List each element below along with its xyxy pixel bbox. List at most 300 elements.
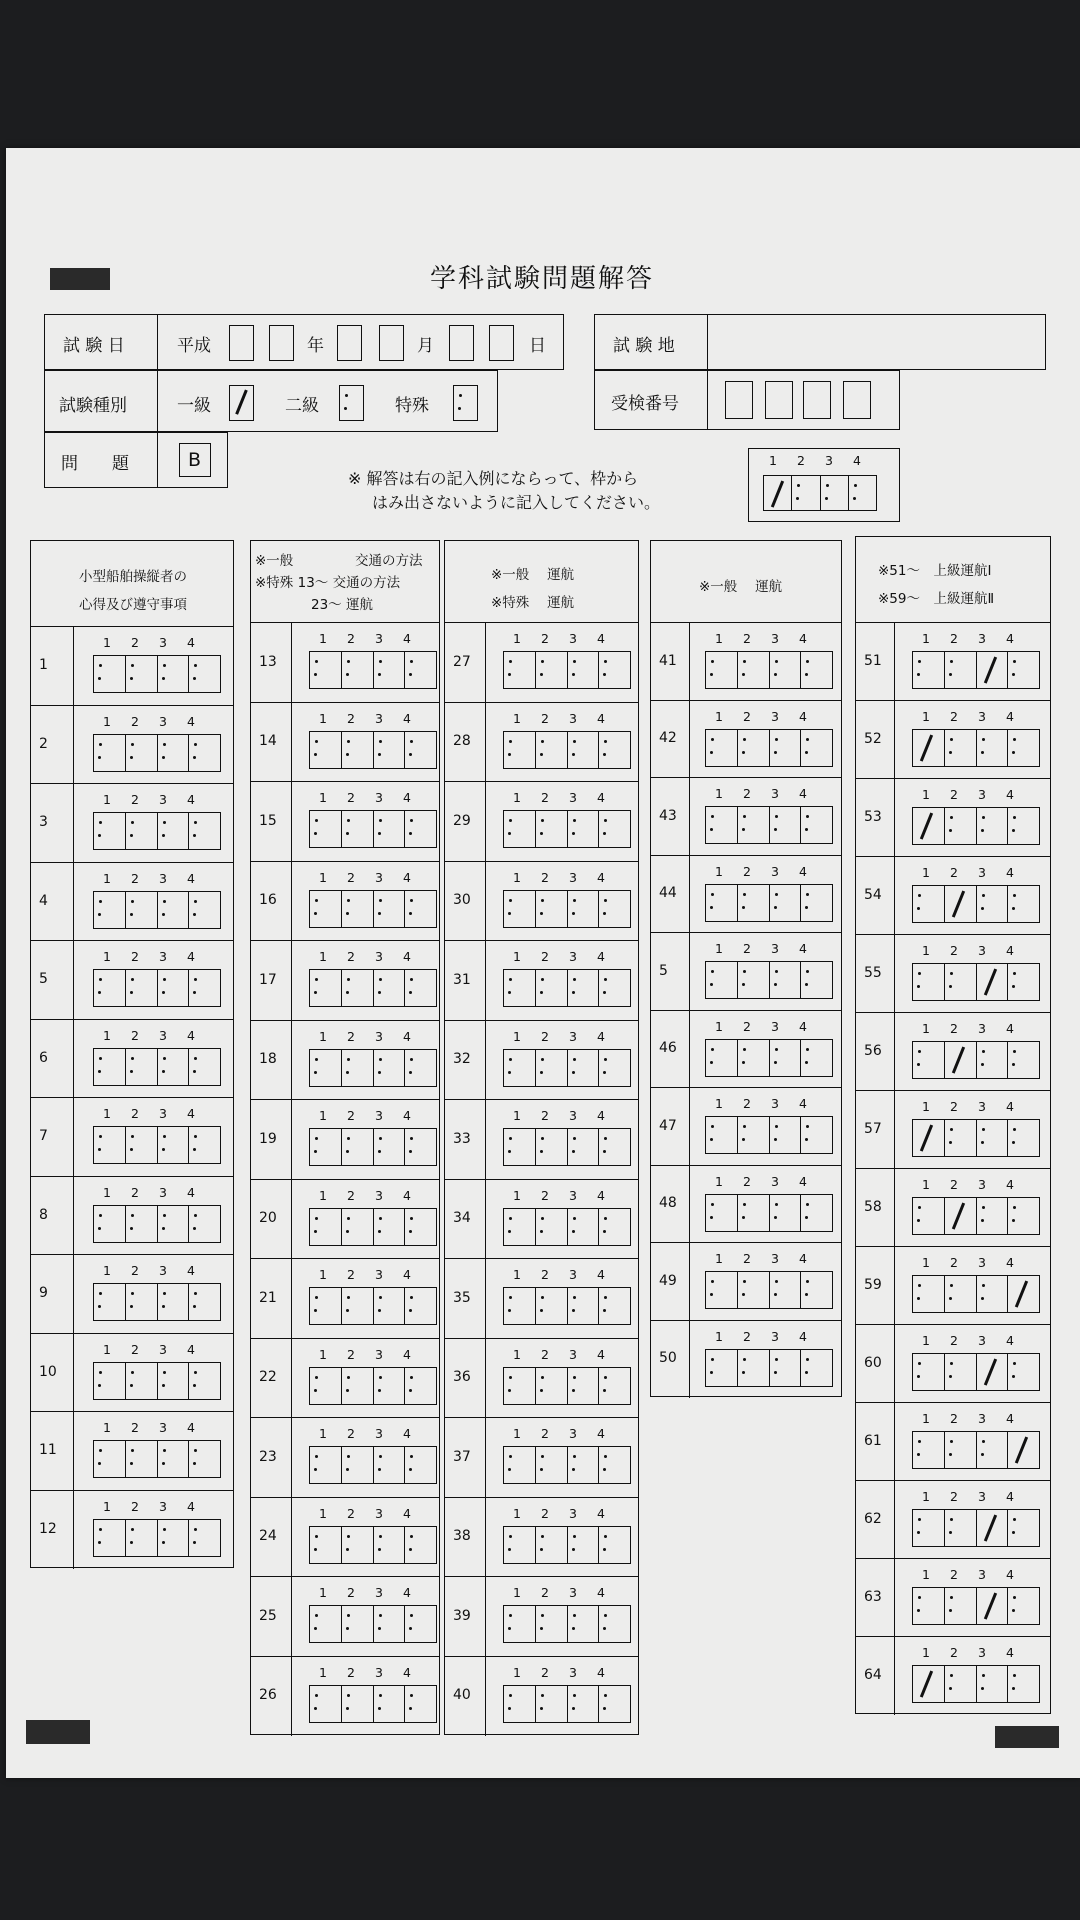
choice-1-cell[interactable] <box>504 970 536 1006</box>
answer-box[interactable] <box>503 1049 631 1087</box>
answer-box[interactable] <box>93 891 221 929</box>
choice-4-cell[interactable] <box>1008 1042 1039 1078</box>
choice-2-cell[interactable] <box>536 1050 568 1086</box>
choice-4-cell[interactable] <box>801 652 832 688</box>
choice-3-cell[interactable] <box>770 1350 802 1386</box>
choice-2-cell[interactable] <box>342 970 374 1006</box>
choice-4-cell[interactable] <box>599 1209 630 1245</box>
choice-4-cell[interactable] <box>1008 1588 1039 1624</box>
choice-1-cell[interactable] <box>913 1198 945 1234</box>
choice-1-cell[interactable] <box>504 811 536 847</box>
choice-3-cell[interactable] <box>568 970 600 1006</box>
choice-4-cell[interactable] <box>1008 1276 1039 1312</box>
answer-box[interactable] <box>309 1685 437 1723</box>
answer-box[interactable] <box>93 1048 221 1086</box>
choice-4-cell[interactable] <box>405 1368 436 1404</box>
choice-2-cell[interactable] <box>738 807 770 843</box>
answer-box[interactable] <box>912 1587 1040 1625</box>
choice-3-cell[interactable] <box>568 1527 600 1563</box>
choice-4-cell[interactable] <box>599 970 630 1006</box>
answer-box[interactable] <box>309 1367 437 1405</box>
choice-3-cell[interactable] <box>158 1206 190 1242</box>
answer-box[interactable] <box>503 1208 631 1246</box>
choice-4-cell[interactable] <box>189 892 220 928</box>
choice-1-cell[interactable] <box>94 1206 126 1242</box>
choice-1-cell[interactable] <box>94 892 126 928</box>
choice-3-cell[interactable] <box>770 730 802 766</box>
day-digit-1[interactable] <box>449 325 474 361</box>
choice-3-cell[interactable] <box>158 1127 190 1163</box>
choice-3-cell[interactable] <box>374 1686 406 1722</box>
choice-2-cell[interactable] <box>945 886 977 922</box>
choice-4-cell[interactable] <box>801 962 832 998</box>
answer-box[interactable] <box>309 1605 437 1643</box>
choice-3-cell[interactable] <box>158 1049 190 1085</box>
choice-2-cell[interactable] <box>945 1120 977 1156</box>
choice-1-cell[interactable] <box>310 732 342 768</box>
answer-box[interactable] <box>309 731 437 769</box>
answer-box[interactable] <box>503 1685 631 1723</box>
choice-2-cell[interactable] <box>536 1447 568 1483</box>
choice-2-cell[interactable] <box>738 1195 770 1231</box>
choice-1-cell[interactable] <box>706 885 738 921</box>
choice-2-cell[interactable] <box>945 1198 977 1234</box>
exam-number-digit-1[interactable] <box>725 381 753 419</box>
answer-box[interactable] <box>93 734 221 772</box>
choice-4-cell[interactable] <box>599 1686 630 1722</box>
answer-box[interactable] <box>912 1275 1040 1313</box>
choice-2-cell[interactable] <box>342 1288 374 1324</box>
choice-1-cell[interactable] <box>504 1527 536 1563</box>
choice-4-cell[interactable] <box>599 811 630 847</box>
choice-2-cell[interactable] <box>945 1042 977 1078</box>
choice-2-cell[interactable] <box>342 1050 374 1086</box>
answer-box[interactable] <box>503 969 631 1007</box>
answer-box[interactable] <box>309 1526 437 1564</box>
choice-1-cell[interactable] <box>94 656 126 692</box>
choice-1-cell[interactable] <box>310 1209 342 1245</box>
choice-4-cell[interactable] <box>1008 652 1039 688</box>
choice-1-cell[interactable] <box>310 1447 342 1483</box>
choice-4-cell[interactable] <box>801 730 832 766</box>
answer-box[interactable] <box>912 1431 1040 1469</box>
choice-4-cell[interactable] <box>1008 1432 1039 1468</box>
choice-2-cell[interactable] <box>342 732 374 768</box>
answer-box[interactable] <box>705 1194 833 1232</box>
choice-1-cell[interactable] <box>310 1288 342 1324</box>
choice-4-cell[interactable] <box>405 970 436 1006</box>
choice-2-cell[interactable] <box>342 652 374 688</box>
choice-4-cell[interactable] <box>1008 808 1039 844</box>
choice-2-cell[interactable] <box>738 1350 770 1386</box>
choice-4-cell[interactable] <box>801 1040 832 1076</box>
choice-4-cell[interactable] <box>405 891 436 927</box>
choice-4-cell[interactable] <box>1008 1198 1039 1234</box>
choice-4-cell[interactable] <box>189 1363 220 1399</box>
choice-2-cell[interactable] <box>945 730 977 766</box>
choice-4-cell[interactable] <box>405 1288 436 1324</box>
choice-3-cell[interactable] <box>374 811 406 847</box>
choice-4-cell[interactable] <box>405 1209 436 1245</box>
choice-4-cell[interactable] <box>599 1447 630 1483</box>
choice-4-cell[interactable] <box>599 1129 630 1165</box>
choice-4-cell[interactable] <box>599 1288 630 1324</box>
choice-3-cell[interactable] <box>568 1288 600 1324</box>
choice-2-cell[interactable] <box>738 962 770 998</box>
choice-3-cell[interactable] <box>977 1666 1009 1702</box>
choice-2-cell[interactable] <box>126 892 158 928</box>
choice-1-cell[interactable] <box>504 1686 536 1722</box>
choice-4-cell[interactable] <box>599 1606 630 1642</box>
choice-1-cell[interactable] <box>310 652 342 688</box>
answer-box[interactable] <box>93 1362 221 1400</box>
choice-1-cell[interactable] <box>913 1588 945 1624</box>
choice-3-cell[interactable] <box>568 652 600 688</box>
choice-1-cell[interactable] <box>94 970 126 1006</box>
choice-2-cell[interactable] <box>342 1606 374 1642</box>
month-digit-2[interactable] <box>379 325 404 361</box>
choice-3-cell[interactable] <box>374 1050 406 1086</box>
choice-1-cell[interactable] <box>310 970 342 1006</box>
choice-1-cell[interactable] <box>706 1040 738 1076</box>
choice-4-cell[interactable] <box>405 1447 436 1483</box>
answer-box[interactable] <box>503 1287 631 1325</box>
choice-1-cell[interactable] <box>504 891 536 927</box>
choice-4-cell[interactable] <box>405 732 436 768</box>
answer-box[interactable] <box>912 1665 1040 1703</box>
choice-3-cell[interactable] <box>977 964 1009 1000</box>
choice-2-cell[interactable] <box>738 885 770 921</box>
answer-box[interactable] <box>912 1509 1040 1547</box>
choice-4-cell[interactable] <box>801 1272 832 1308</box>
choice-2-cell[interactable] <box>126 1284 158 1320</box>
answer-box[interactable] <box>309 1128 437 1166</box>
answer-box[interactable] <box>503 810 631 848</box>
choice-2-cell[interactable] <box>536 1606 568 1642</box>
choice-2-cell[interactable] <box>126 656 158 692</box>
choice-1-cell[interactable] <box>94 1363 126 1399</box>
answer-box[interactable] <box>93 1519 221 1557</box>
choice-2-cell[interactable] <box>126 735 158 771</box>
choice-4-cell[interactable] <box>801 1117 832 1153</box>
choice-1-cell[interactable] <box>764 476 792 510</box>
choice-4-cell[interactable] <box>801 1195 832 1231</box>
choice-2-cell[interactable] <box>342 1368 374 1404</box>
choice-2-cell[interactable] <box>536 891 568 927</box>
choice-3-cell[interactable] <box>158 735 190 771</box>
choice-2-cell[interactable] <box>342 1447 374 1483</box>
answer-box[interactable] <box>503 1526 631 1564</box>
choice-3-cell[interactable] <box>770 1272 802 1308</box>
choice-4-cell[interactable] <box>189 1284 220 1320</box>
choice-1-cell[interactable] <box>706 652 738 688</box>
answer-box[interactable] <box>309 1208 437 1246</box>
choice-2-cell[interactable] <box>738 1272 770 1308</box>
choice-1-cell[interactable] <box>706 807 738 843</box>
choice-4-cell[interactable] <box>801 807 832 843</box>
choice-1-cell[interactable] <box>913 730 945 766</box>
answer-box[interactable] <box>309 1287 437 1325</box>
choice-2-cell[interactable] <box>536 970 568 1006</box>
choice-1-cell[interactable] <box>504 1050 536 1086</box>
choice-4-cell[interactable] <box>189 656 220 692</box>
choice-3-cell[interactable] <box>770 807 802 843</box>
choice-3-cell[interactable] <box>158 1363 190 1399</box>
choice-1-cell[interactable] <box>310 1368 342 1404</box>
choice-4-cell[interactable] <box>849 476 876 510</box>
choice-3-cell[interactable] <box>568 1606 600 1642</box>
choice-2-cell[interactable] <box>738 652 770 688</box>
answer-box[interactable] <box>93 812 221 850</box>
choice-4-cell[interactable] <box>599 1368 630 1404</box>
choice-1-cell[interactable] <box>913 964 945 1000</box>
choice-1-cell[interactable] <box>706 962 738 998</box>
choice-2-cell[interactable] <box>126 1206 158 1242</box>
choice-3-cell[interactable] <box>977 886 1009 922</box>
choice-4-cell[interactable] <box>405 811 436 847</box>
answer-box[interactable] <box>93 1126 221 1164</box>
choice-3-cell[interactable] <box>158 970 190 1006</box>
choice-3-cell[interactable] <box>374 1209 406 1245</box>
answer-box[interactable] <box>705 651 833 689</box>
choice-2-cell[interactable] <box>945 808 977 844</box>
choice-4-cell[interactable] <box>599 732 630 768</box>
choice-2-cell[interactable] <box>536 1527 568 1563</box>
choice-1-cell[interactable] <box>504 1447 536 1483</box>
type-3-checkbox[interactable] <box>453 385 478 421</box>
choice-3-cell[interactable] <box>821 476 849 510</box>
choice-1-cell[interactable] <box>913 886 945 922</box>
choice-4-cell[interactable] <box>189 813 220 849</box>
answer-box[interactable] <box>309 1049 437 1087</box>
choice-1-cell[interactable] <box>706 1272 738 1308</box>
choice-3-cell[interactable] <box>568 1447 600 1483</box>
choice-1-cell[interactable] <box>504 732 536 768</box>
choice-1-cell[interactable] <box>706 1195 738 1231</box>
choice-3-cell[interactable] <box>158 1284 190 1320</box>
choice-1-cell[interactable] <box>504 1129 536 1165</box>
choice-4-cell[interactable] <box>1008 886 1039 922</box>
choice-2-cell[interactable] <box>738 730 770 766</box>
choice-2-cell[interactable] <box>945 1354 977 1390</box>
choice-4-cell[interactable] <box>599 1527 630 1563</box>
choice-3-cell[interactable] <box>374 1527 406 1563</box>
choice-3-cell[interactable] <box>568 1686 600 1722</box>
choice-2-cell[interactable] <box>126 1441 158 1477</box>
choice-1-cell[interactable] <box>94 1284 126 1320</box>
choice-2-cell[interactable] <box>536 732 568 768</box>
choice-4-cell[interactable] <box>1008 1510 1039 1546</box>
answer-box[interactable] <box>705 961 833 999</box>
choice-2-cell[interactable] <box>738 1117 770 1153</box>
choice-3-cell[interactable] <box>374 1447 406 1483</box>
choice-1-cell[interactable] <box>706 1350 738 1386</box>
choice-3-cell[interactable] <box>568 1368 600 1404</box>
answer-box[interactable] <box>309 890 437 928</box>
choice-4-cell[interactable] <box>189 970 220 1006</box>
answer-box[interactable] <box>912 1197 1040 1235</box>
choice-3-cell[interactable] <box>374 1606 406 1642</box>
choice-4-cell[interactable] <box>405 1686 436 1722</box>
choice-1-cell[interactable] <box>94 1441 126 1477</box>
choice-3-cell[interactable] <box>977 1510 1009 1546</box>
answer-box[interactable] <box>705 729 833 767</box>
choice-4-cell[interactable] <box>405 652 436 688</box>
choice-2-cell[interactable] <box>536 1209 568 1245</box>
choice-2-cell[interactable] <box>536 1129 568 1165</box>
choice-1-cell[interactable] <box>310 1606 342 1642</box>
choice-4-cell[interactable] <box>405 1527 436 1563</box>
choice-3-cell[interactable] <box>374 1129 406 1165</box>
answer-box[interactable] <box>705 1116 833 1154</box>
choice-2-cell[interactable] <box>536 1368 568 1404</box>
answer-box[interactable] <box>705 1271 833 1309</box>
answer-box[interactable] <box>503 651 631 689</box>
choice-2-cell[interactable] <box>536 1686 568 1722</box>
choice-3-cell[interactable] <box>977 730 1009 766</box>
choice-4-cell[interactable] <box>189 1441 220 1477</box>
choice-1-cell[interactable] <box>94 1127 126 1163</box>
choice-3-cell[interactable] <box>977 1198 1009 1234</box>
exam-number-digit-2[interactable] <box>765 381 793 419</box>
choice-1-cell[interactable] <box>94 813 126 849</box>
choice-1-cell[interactable] <box>913 808 945 844</box>
answer-box[interactable] <box>503 1446 631 1484</box>
choice-2-cell[interactable] <box>126 813 158 849</box>
choice-1-cell[interactable] <box>913 1120 945 1156</box>
year-digit-2[interactable] <box>269 325 294 361</box>
choice-2-cell[interactable] <box>945 1510 977 1546</box>
choice-2-cell[interactable] <box>126 1363 158 1399</box>
choice-4-cell[interactable] <box>405 1129 436 1165</box>
choice-3-cell[interactable] <box>158 892 190 928</box>
choice-1-cell[interactable] <box>913 1510 945 1546</box>
choice-1-cell[interactable] <box>94 1520 126 1556</box>
choice-1-cell[interactable] <box>913 1666 945 1702</box>
choice-3-cell[interactable] <box>568 1209 600 1245</box>
choice-3-cell[interactable] <box>374 1368 406 1404</box>
answer-box[interactable] <box>705 1039 833 1077</box>
answer-box[interactable] <box>503 731 631 769</box>
choice-2-cell[interactable] <box>342 891 374 927</box>
choice-3-cell[interactable] <box>158 813 190 849</box>
choice-2-cell[interactable] <box>945 1276 977 1312</box>
choice-3-cell[interactable] <box>770 962 802 998</box>
choice-2-cell[interactable] <box>342 1129 374 1165</box>
choice-3-cell[interactable] <box>158 1520 190 1556</box>
choice-1-cell[interactable] <box>913 1042 945 1078</box>
answer-box[interactable] <box>503 890 631 928</box>
choice-4-cell[interactable] <box>599 1050 630 1086</box>
choice-3-cell[interactable] <box>374 732 406 768</box>
choice-2-cell[interactable] <box>342 1686 374 1722</box>
choice-4-cell[interactable] <box>189 1127 220 1163</box>
choice-2-cell[interactable] <box>945 1432 977 1468</box>
day-digit-2[interactable] <box>489 325 514 361</box>
answer-box[interactable] <box>93 655 221 693</box>
choice-3-cell[interactable] <box>977 1276 1009 1312</box>
answer-box[interactable] <box>309 810 437 848</box>
choice-4-cell[interactable] <box>189 1049 220 1085</box>
choice-3-cell[interactable] <box>374 1288 406 1324</box>
answer-box[interactable] <box>309 969 437 1007</box>
answer-box[interactable] <box>503 1128 631 1166</box>
choice-3-cell[interactable] <box>158 656 190 692</box>
choice-2-cell[interactable] <box>945 652 977 688</box>
choice-4-cell[interactable] <box>801 885 832 921</box>
choice-4-cell[interactable] <box>1008 1120 1039 1156</box>
choice-4-cell[interactable] <box>405 1050 436 1086</box>
choice-3-cell[interactable] <box>770 1195 802 1231</box>
choice-3-cell[interactable] <box>568 732 600 768</box>
choice-4-cell[interactable] <box>1008 964 1039 1000</box>
choice-1-cell[interactable] <box>310 1686 342 1722</box>
answer-box[interactable] <box>503 1367 631 1405</box>
choice-4-cell[interactable] <box>599 652 630 688</box>
answer-box[interactable] <box>912 1353 1040 1391</box>
choice-3-cell[interactable] <box>977 1120 1009 1156</box>
choice-2-cell[interactable] <box>945 964 977 1000</box>
choice-2-cell[interactable] <box>126 970 158 1006</box>
choice-1-cell[interactable] <box>913 1432 945 1468</box>
choice-2-cell[interactable] <box>945 1666 977 1702</box>
choice-4-cell[interactable] <box>1008 1666 1039 1702</box>
choice-3-cell[interactable] <box>158 1441 190 1477</box>
choice-1-cell[interactable] <box>504 652 536 688</box>
answer-box[interactable] <box>309 651 437 689</box>
choice-3-cell[interactable] <box>374 970 406 1006</box>
choice-4-cell[interactable] <box>1008 730 1039 766</box>
choice-2-cell[interactable] <box>126 1520 158 1556</box>
choice-1-cell[interactable] <box>913 652 945 688</box>
choice-1-cell[interactable] <box>310 811 342 847</box>
type-2-checkbox[interactable] <box>339 385 364 421</box>
choice-1-cell[interactable] <box>310 891 342 927</box>
answer-box[interactable] <box>309 1446 437 1484</box>
answer-box[interactable] <box>93 1205 221 1243</box>
choice-3-cell[interactable] <box>770 652 802 688</box>
problem-value-box[interactable] <box>179 443 211 477</box>
choice-2-cell[interactable] <box>342 1527 374 1563</box>
choice-1-cell[interactable] <box>913 1354 945 1390</box>
type-1-checkbox[interactable] <box>229 385 254 421</box>
choice-3-cell[interactable] <box>770 1117 802 1153</box>
choice-1-cell[interactable] <box>310 1050 342 1086</box>
choice-1-cell[interactable] <box>94 735 126 771</box>
choice-4-cell[interactable] <box>801 1350 832 1386</box>
choice-3-cell[interactable] <box>977 652 1009 688</box>
choice-1-cell[interactable] <box>310 1527 342 1563</box>
answer-box[interactable] <box>93 1440 221 1478</box>
choice-2-cell[interactable] <box>126 1049 158 1085</box>
choice-4-cell[interactable] <box>1008 1354 1039 1390</box>
choice-1-cell[interactable] <box>504 1368 536 1404</box>
answer-box[interactable] <box>705 1349 833 1387</box>
choice-4-cell[interactable] <box>189 1206 220 1242</box>
choice-2-cell[interactable] <box>792 476 820 510</box>
answer-box[interactable] <box>503 1605 631 1643</box>
choice-1-cell[interactable] <box>310 1129 342 1165</box>
choice-3-cell[interactable] <box>568 1129 600 1165</box>
choice-3-cell[interactable] <box>977 1432 1009 1468</box>
answer-box[interactable] <box>93 969 221 1007</box>
choice-2-cell[interactable] <box>738 1040 770 1076</box>
year-digit-1[interactable] <box>229 325 254 361</box>
answer-box[interactable] <box>912 963 1040 1001</box>
answer-box[interactable] <box>705 806 833 844</box>
answer-box[interactable] <box>912 651 1040 689</box>
choice-1-cell[interactable] <box>706 730 738 766</box>
